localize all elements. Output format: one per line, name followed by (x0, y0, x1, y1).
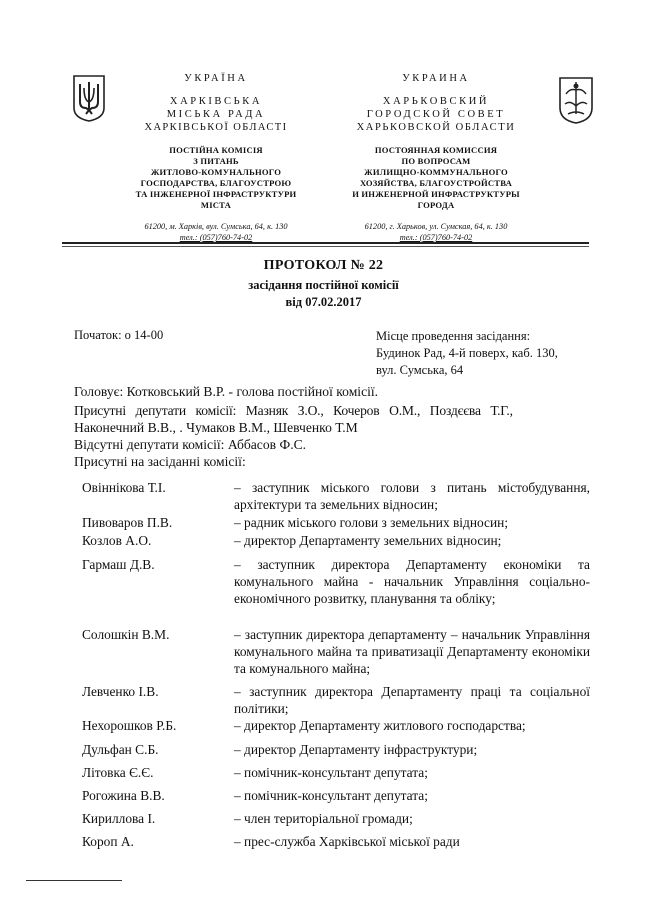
commission-ru-3: ЖИЛИЩНО-КОММУНАЛЬНОГО (364, 167, 508, 177)
attendee-name: Овіннікова Т.І. (82, 480, 166, 495)
attendee-name: Короп А. (82, 834, 134, 849)
attendee-position: – радник міського голови з земельних відносин; (234, 515, 509, 530)
commission-ua-3: ЖИТЛОВО-КОМУНАЛЬНОГО (150, 167, 282, 177)
attendee-position: – помічник-консультант депутата; (234, 788, 428, 803)
attendee-position: – заступник директора Департаменту економіки та комунального майна - начальник Управління соціально-економічного розвитку, планування та обліку; (234, 557, 590, 606)
attendee-name: Пивоваров П.В. (82, 515, 173, 530)
council-name-ru-1: ХАРЬКОВСКИЙ (382, 96, 490, 107)
attendee-position: – директор Департаменту земельних відносин; (234, 533, 502, 548)
commission-ru-1: ПОСТОЯННАЯ КОМИССИЯ (374, 145, 498, 155)
address-ru-street: 61200, г. Харьков, ул. Сумская, 64, к. 130 (364, 222, 508, 231)
commission-ua-2: З ПИТАНЬ (193, 156, 239, 166)
attendee-name: Левченко І.В. (82, 684, 159, 699)
phone-ua: тел.: (057)760-74-02 (179, 233, 253, 242)
meeting-place-label: Місце проведення засідання: (376, 329, 531, 343)
attendee-position: – заступник директора департаменту – начальник Управління комунального майна та приватизації Департаменту економіки та комунального майна; (234, 627, 590, 676)
header-divider-thin (62, 246, 589, 247)
present-deputies-line1: Присутні депутати комісії: Мазняк З.О., Кочеров О.М., Поздєєва Т.Г., (74, 403, 513, 418)
present-deputies-line2: Наконечний В.В., . Чумаков В.М., Шевченко Т.М (74, 420, 358, 435)
attendee-name: Гармаш Д.В. (82, 557, 155, 572)
attendee-name: Рогожина В.В. (82, 788, 165, 803)
attendee-position: – прес-служба Харківської міської ради (234, 834, 460, 849)
council-name-ua-3: ХАРКІВСЬКОЇ ОБЛАСТІ (144, 122, 288, 133)
attendees-heading: Присутні на засіданні комісії: (74, 454, 246, 469)
address-ru (336, 221, 536, 243)
meeting-place-building: Будинок Рад, 4-й поверх, каб. 130, (376, 346, 558, 360)
country-name-ru: УКРАИНА (402, 73, 470, 84)
phone-ru: тел.: (057)760-74-02 (399, 233, 473, 242)
country-name-ua: УКРАЇНА (184, 73, 248, 84)
header-divider-thick (62, 242, 589, 244)
council-name-ua-1: ХАРКІВСЬКА (169, 96, 263, 107)
meeting-place (376, 328, 558, 379)
attendee-name: Літовка Є.Є. (82, 765, 154, 780)
attendee-position: – директор Департаменту інфраструктури; (234, 742, 478, 757)
footer-divider (26, 880, 122, 881)
absent-deputies: Відсутні депутати комісії: Аббасов Ф.С. (74, 437, 307, 452)
commission-ru-6: ГОРОДА (417, 200, 455, 210)
attendee-name: Нехорошков Р.Б. (82, 718, 177, 733)
commission-ua-4: ГОСПОДАРСТВА, БЛАГОУСТРОЮ (140, 178, 292, 188)
council-name-ru-2: ГОРОДСКОЙ СОВЕТ (366, 109, 506, 120)
protocol-date: від 07.02.2017 (285, 295, 362, 309)
attendee-name: Козлов А.О. (82, 533, 152, 548)
meeting-start: Початок: о 14-00 (74, 328, 164, 342)
attendee-name: Дульфан С.Б. (82, 742, 159, 757)
meeting-place-street: вул. Сумська, 64 (376, 363, 464, 377)
protocol-subtitle: засідання постійної комісії (248, 278, 399, 292)
commission-ua-1: ПОСТІЙНА КОМІСІЯ (169, 145, 263, 155)
attendee-position: – заступник директора Департаменту праці та соціальної політики; (234, 684, 590, 716)
address-ua (118, 221, 314, 243)
header-ukrainian (118, 72, 314, 243)
commission-ua-6: МІСТА (200, 200, 232, 210)
attendee-position: – заступник міського голови з питань містобудування, архітектури та земельних відносин; (234, 480, 590, 512)
attendee-position: – член територіальної громади; (234, 811, 413, 826)
commission-ru-4: ХОЗЯЙСТВА, БЛАГОУСТРОЙСТВА (359, 178, 513, 188)
attendee-name: Солошкін В.М. (82, 627, 170, 642)
address-ua-street: 61200, м. Харків, вул. Сумська, 64, к. 130 (144, 222, 288, 231)
ukraine-coat-of-arms-icon (72, 74, 106, 122)
attendee-position: – помічник-консультант депутата; (234, 765, 428, 780)
chair-line: Головує: Котковський В.Р. - голова постійної комісії. (74, 384, 379, 399)
commission-ua-5: ТА ІНЖЕНЕРНОЇ ІНФРАСТРУКТУРИ (135, 189, 297, 199)
attendee-name: Кириллова І. (82, 811, 156, 826)
kharkiv-coat-of-arms-icon (558, 76, 594, 124)
commission-ru-5: И ИНЖЕНЕРНОЙ ИНФРАСТРУКТУРЫ (352, 189, 520, 199)
commission-ru-2: ПО ВОПРОСАМ (401, 156, 471, 166)
protocol-title: ПРОТОКОЛ № 22 (263, 258, 384, 273)
header-russian (336, 72, 536, 243)
council-name-ua-2: МІСЬКА РАДА (166, 109, 266, 120)
council-name-ru-3: ХАРЬКОВСКОЙ ОБЛАСТИ (356, 122, 516, 133)
attendee-position: – директор Департаменту житлового господарства; (234, 718, 526, 733)
